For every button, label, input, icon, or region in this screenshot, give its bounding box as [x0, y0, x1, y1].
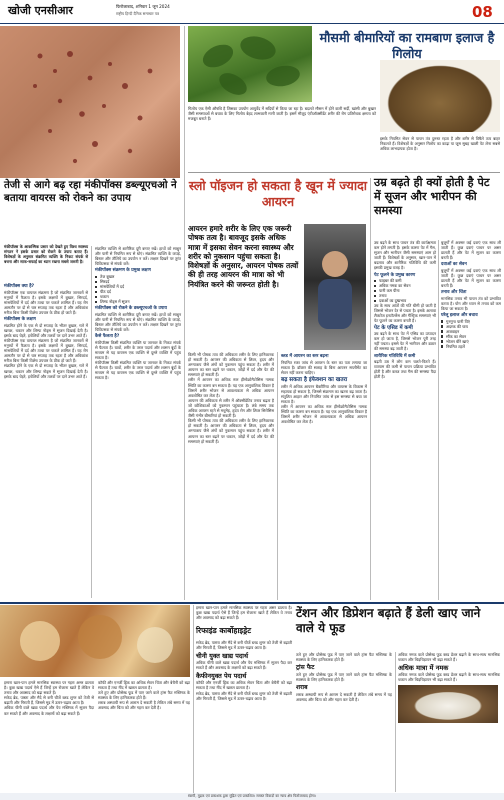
- list-item: तेज बुखार: [95, 274, 181, 279]
- bloating-headline: उम्र बढ़ते ही क्यों होती है पेट में सूजन और भारीपन की समस्या: [374, 176, 490, 217]
- stress-body2-left: सफेद ब्रेड, पास्ता और मैदे से बनी चीजें ब्लड शुगर को तेजी से बढ़ाती और गिराती हैं, जिससे मूड में उतार-चढ़ाव आता है।: [4, 695, 96, 706]
- monkeypox-sub1: मंकीपॉक्स क्या है?: [4, 284, 35, 289]
- bloating-body4: बढ़ती उम्र में लोग कम चलते-फिरते हैं। व्यायाम की कमी से पाचन प्रक्रिया प्रभावित होती है और कब्ज तथा गैस की समस्या पैदा होती है।: [374, 359, 438, 380]
- iron-body1: किसी भी पोषक तत्व की अधिकता शरीर के लिए हानिकारक हो सकती है। आयरन की अधिकता से लिवर, हृदय और अग्न्याशय जैसे अंगों को नुकसान पहुंच सकता है। शरीर में आयरन का स्तर बढ़ने पर थकान, जोड़ों में दर्द और पेट की समस्याएं हो सकती हैं।: [188, 352, 276, 378]
- iron-body5: नियमित रक्त जांच से आयरन के स्तर का पता लगाया जा सकता है। डॉक्टर की सलाह के बिना आयरन सप्लीमेंट का सेवन नहीं करना चाहिए।: [281, 359, 369, 375]
- monkeypox-para1: मंकीपॉक्स एक वायरल संक्रमण है जो संक्रमित जानवरों से मनुष्यों में फैलता है। इसके लक्षणों में बुखार, सिरदर्द, मांसपेशियों में दर्द और त्वचा पर चकत्ते शामिल हैं। यह रोग आमतौर पर दो से चार सप्ताह तक रहता है और अधिकांश मरीज बिना किसी विशेष उपचार के ठीक हो जाते हैं।: [4, 289, 90, 315]
- stress-sub5: शराब: [296, 683, 308, 691]
- footer: स्वामी, मुद्रक एवं प्रकाशक द्वारा मुद्रित एवं प्रकाशित। समस्त विवादों का न्याय क्षेत्र फिरोजाबाद होगा।: [0, 793, 504, 800]
- stress-col1: [196, 640, 292, 792]
- iron-sub4: बढ़ सकता है इंफेक्शन का खतरा: [281, 376, 348, 383]
- monkeypox-para2-cont: संक्रमित होने के एक से दो सप्ताह के भीतर बुखार, गले में खराश, थकान और लिम्फ नोड्स में सूजन दिखाई देती है। इसके बाद चेहरे, हथेलियों और तलवों पर दाने उभर आते हैं।: [4, 363, 90, 379]
- iron-intro: आयरन हमारे शरीर के लिए एक जरूरी पोषक तत्व है। बावजूद इसके अधिक मात्रा में इसका सेवन करना स्वास्थ्य और शरीर को नुकसान पहुंचा सकता है। विशेषज्ञों के अनुसार, आयरन पोषक तत्वों की ही तरह आयरन की मात्रा को भी नियंत्रित करने की जरूरत होती है।: [188, 224, 299, 289]
- bloating-sub5: तनाव और चिंता: [441, 290, 467, 296]
- stress-body6-left: शराब अस्थायी रूप से आराम दे सकती है लेकिन लंबे समय में यह अवसाद और चिंता को और गहरा कर देती है।: [98, 700, 192, 711]
- bloating-sub6: घरेलू इलाज और बचाव: [441, 313, 478, 319]
- list-item: लिम्फ नोड्स में सूजन: [95, 299, 181, 304]
- masthead: [0, 0, 504, 24]
- stress-body7: अधिक नमक वाले प्रोसेस्ड फूड ब्लड प्रेशर बढ़ाने के साथ-साथ मानसिक थकान और चिड़चिड़ापन भी बढ़ा सकते हैं।: [398, 672, 502, 683]
- giloy-body1: गिलोय एक ऐसी औषधि है जिसका उपयोग आयुर्वेद में सदियों से किया जा रहा है। बदलते मौसम में होने वाली सर्दी, खांसी और बुखार जैसी समस्याओं से बचाव के लिए गिलोय बेहद लाभकारी मानी जाती है। इसमें मौजूद एंटीऑक्सीडेंट शरीर की रोग प्रतिरोधक क्षमता को मजबूत बनाते हैं।: [188, 106, 378, 122]
- bloating-sub3: शारीरिक गतिविधि में कमी: [374, 353, 416, 359]
- stress-intro-box: [196, 605, 292, 625]
- monkeypox-headline: तेजी से आगे बढ़ रहा मंकीपॉक्स डब्ल्यूएचओ ने बताया वायरस को रोकने का उपाय: [4, 180, 177, 204]
- list-item: अदरक की चाय: [441, 324, 501, 329]
- salt-photo: [398, 685, 498, 723]
- bloating-body1: उम्र बढ़ने के साथ पाचन तंत्र की कार्यक्षमता कम होने लगती है। इसके कारण पेट में गैस, सूजन और भारीपन जैसी समस्याएं आम हो जाती हैं। विशेषज्ञों के अनुसार, खान-पान में बदलाव और शारीरिक गतिविधि की कमी इसकी प्रमुख वजह है।: [374, 240, 438, 271]
- stress-sub6: अधिक मात्रा में नमक: [398, 664, 449, 673]
- page-number: 08: [472, 3, 493, 21]
- food-image-icon: [0, 605, 190, 677]
- stress-body1-left: हमारा खान-पान हमारे मानसिक स्वास्थ्य पर गहरा असर डालता है। कुछ खाद्य पदार्थ ऐसे हैं जिन्हें हम रोजाना खाते हैं लेकिन वे तनाव और अवसाद को बढ़ा सकते हैं।: [4, 680, 96, 696]
- iron-photo: [304, 224, 366, 350]
- giloy-photo: [188, 26, 312, 102]
- bloating-bullets2: [441, 319, 501, 349]
- stress-body5-left: तले हुए और प्रोसेस्ड फूड में पाए जाने वाले ट्रांस फैट मस्तिष्क के स्वास्थ्य के लिए हानिकारक होते हैं।: [98, 690, 192, 701]
- monkeypox-bullets: [95, 274, 181, 304]
- list-item: नियमित टहलें: [441, 344, 501, 349]
- monkeypox-para2: संक्रमित होने के एक से दो सप्ताह के भीतर बुखार, गले में खराश, थकान और लिम्फ नोड्स में सूजन दिखाई देती है। इसके बाद चेहरे, हथेलियों और तलवों पर दाने उभर आते हैं।: [4, 322, 90, 338]
- iron-sub3: ब्लड में आयरन का स्तर बढ़ना: [281, 354, 329, 359]
- bloating-sub4: दवाओं का सेवन: [441, 262, 467, 268]
- list-item: तनाव: [374, 293, 436, 298]
- monkeypox-para3: संक्रमित व्यक्ति से शारीरिक दूरी बनाए रखें। हाथों को साबुन और पानी से नियमित रूप से धोएं। संक्रमित व्यक्ति के कपड़े, बिस्तर और तौलिये का उपयोग न करें। लक्षण दिखने पर तुरंत चिकित्सक से संपर्क करें।: [95, 311, 183, 332]
- list-item: गुनगुना पानी पिएं: [441, 319, 501, 324]
- iron-headline: स्लो पॉइजन हो सकता है खून में ज्यादा आयरन: [188, 178, 368, 209]
- leaf-image-icon: [188, 26, 312, 102]
- list-item: अधिक नमक का सेवन: [374, 283, 436, 288]
- list-item: सिरदर्द: [95, 279, 181, 284]
- stress-sub4: ट्रांस फैट: [296, 664, 315, 672]
- list-item: भोजन धीरे खाएं: [441, 339, 501, 344]
- monkeypox-col2: [95, 246, 181, 600]
- bloating-body5a: बुजुर्गों में अक्सर कई दवाएं एक साथ ली जाती हैं। कुछ दवाएं पाचन पर असर डालती हैं और पेट में सूजन का कारण बनती हैं।: [441, 240, 503, 261]
- stress-body2b: सफेद ब्रेड, पास्ता और मैदे से बनी चीजें ब्लड शुगर को तेजी से बढ़ाती और गिराती हैं, जिससे मूड में उतार-चढ़ाव आता है।: [196, 690, 294, 701]
- stress-body4: कॉफी और एनर्जी ड्रिंक का अधिक सेवन चिंता और बेचैनी को बढ़ा सकता है तथा नींद में खलल डालता है।: [196, 680, 294, 691]
- bottom-left-col2: [98, 680, 190, 792]
- stress-body2: सफेद ब्रेड, पास्ता और मैदे से बनी चीजें ब्लड शुगर को तेजी से बढ़ाती और गिराती हैं, जिससे मूड में उतार-चढ़ाव आता है।: [196, 640, 294, 651]
- stress-body3: अधिक चीनी वाले खाद्य पदार्थ और पेय मस्तिष्क में सूजन पैदा कर सकते हैं और अवसाद के लक्षणों को बढ़ा सकते हैं।: [196, 660, 294, 671]
- bottom-left-col1: [4, 680, 94, 792]
- stress-col3: [398, 652, 500, 792]
- monkeypox-sub3: मंकीपॉक्स संक्रमण के प्रमुख लक्षण: [95, 268, 151, 274]
- monkeypox-para3a: संक्रमित व्यक्ति से शारीरिक दूरी बनाए रखें। हाथों को साबुन और पानी से नियमित रूप से धोएं। संक्रमित व्यक्ति के कपड़े, बिस्तर और तौलिये का उपयोग न करें। लक्षण दिखने पर तुरंत चिकित्सक से संपर्क करें।: [95, 246, 183, 267]
- list-item: दवाओं का दुष्प्रभाव: [374, 298, 436, 303]
- masthead-edition: राष्ट्रीय हिन्दी दैनिक समाचार पत्र: [116, 11, 159, 16]
- iron-body2b: शरीर में आयरन का अधिक स्तर हीमोक्रोमैटोसिस नामक स्थिति का कारण बन सकता है। यह एक आनुवांशिक विकार है जिसमें शरीर भोजन से आवश्यकता से अधिक आयरन अवशोषित कर लेता है।: [281, 404, 369, 425]
- iron-body6: शरीर में अधिक आयरन बैक्टीरिया और वायरस के विकास में सहायक हो सकता है, जिससे संक्रमण का खतरा बढ़ जाता है। संतुलित आहार और नियमित जांच से इस समस्या से बचा जा सकता है।: [281, 383, 369, 404]
- section-title: खोजी एनसीआर: [8, 4, 73, 17]
- list-item: पीठ दर्द: [95, 289, 181, 294]
- bloating-bullets: [374, 278, 436, 303]
- list-item: थकान: [95, 294, 181, 299]
- bloating-sub2: पेट के एसिड में कमी: [374, 324, 413, 331]
- stress-body7a: अधिक नमक वाले प्रोसेस्ड फूड ब्लड प्रेशर बढ़ाने के साथ-साथ मानसिक थकान और चिड़चिड़ापन भी बढ़ा सकते हैं।: [398, 652, 502, 663]
- stress-headline: टेंशन और डिप्रेशन बढ़ाते हैं डेली खाए जाने वाले ये फूड: [296, 606, 481, 636]
- monkeypox-lead: मंकीपॉक्स के आकस्मिक प्रसार को देखते हुए विश्व स्वास्थ्य संगठन ने इसके प्रसार को रोकने के उपाय बताए हैं। विशेषज्ञों के अनुसार संक्रमित व्यक्ति के निकट संपर्क से बचना और साफ-सफाई का ध्यान रखना सबसे जरूरी है।: [4, 244, 90, 265]
- monkeypox-photo: [0, 26, 180, 178]
- bloating-body2: उम्र के साथ आंतों की गति धीमी हो जाती है जिससे भोजन देर से पचता है। इसके अलावा लैक्टोज इनटॉलरेंस और गैस्ट्रिक समस्याएं भी पेट फूलने का कारण बनती हैं।: [374, 303, 438, 324]
- bloating-body3: उम्र बढ़ने के साथ पेट में एसिड का उत्पादन कम हो जाता है, जिससे भोजन पूरी तरह नहीं पचता। इससे पेट में भारीपन और डकार की समस्या बढ़ जाती है।: [374, 331, 438, 352]
- iron-body1b: किसी भी पोषक तत्व की अधिकता शरीर के लिए हानिकारक हो सकती है। आयरन की अधिकता से लिवर, हृदय और अग्न्याशय जैसे अंगों को नुकसान पहुंच सकता है। शरीर में आयरन का स्तर बढ़ने पर थकान, जोड़ों में दर्द और पेट की समस्याएं हो सकती हैं।: [188, 418, 276, 444]
- masthead-date: फिरोजाबाद, शनिवार 1 जून 2024: [116, 4, 170, 9]
- list-item: मांसपेशियों में दर्द: [95, 284, 181, 289]
- iron-col1: [188, 352, 274, 600]
- iron-body3b: आयरन की अधिकता से शरीर में ऑक्सीडेटिव तनाव बढ़ता है जो कोशिकाओं को नुकसान पहुंचाता है। लंबे समय तक अधिक आयरन रहने से मधुमेह, हृदय रोग और लिवर सिरोसिस जैसी गंभीर बीमारियां हो सकती हैं।: [188, 397, 276, 419]
- list-item: फाइबर की कमी: [374, 278, 436, 283]
- iron-col2: [281, 352, 367, 600]
- person-image-icon: [304, 224, 366, 350]
- stress-body3-left: अधिक चीनी वाले खाद्य पदार्थ और पेय मस्तिष्क में सूजन पैदा कर सकते हैं और अवसाद के लक्षणों को बढ़ा सकते हैं।: [4, 705, 96, 716]
- list-item: अजवाइन: [441, 329, 501, 334]
- monkeypox-sub4: मंकीपॉक्स को रोकने के डब्ल्यूएचओ के उपाय: [95, 305, 167, 311]
- giloy-headline: मौसमी बीमारियों का रामबाण इलाज है गिलोय: [319, 30, 495, 61]
- list-item: पानी कम पीना: [374, 288, 436, 293]
- stress-body6: शराब अस्थायी रूप से आराम दे सकती है लेकिन लंबे समय में यह अवसाद और चिंता को और गहरा कर देती है।: [296, 691, 394, 702]
- monkeypox-sub2: मंकीपॉक्स के लक्षण: [4, 317, 36, 323]
- bloating-body5: बुजुर्गों में अक्सर कई दवाएं एक साथ ली जाती हैं। कुछ दवाएं पाचन पर असर डालती हैं और पेट में सूजन का कारण बनती हैं।: [441, 267, 503, 289]
- stress-col2: [296, 652, 392, 792]
- stress-body5a: तले हुए और प्रोसेस्ड फूड में पाए जाने वाले ट्रांस फैट मस्तिष्क के स्वास्थ्य के लिए हानिकारक होते हैं।: [296, 652, 394, 663]
- stress-sub2: चीनी युक्त खाद्य पदार्थ: [196, 652, 249, 661]
- list-item: सौंफ का सेवन: [441, 334, 501, 339]
- monkeypox-para4: मंकीपॉक्स किसी संक्रमित व्यक्ति या जानवर के निकट संपर्क से फैलता है। घावों, शरीर के तरल पदार्थ और श्वसन बूंदों के माध्यम से यह वायरस एक व्यक्ति से दूसरे व्यक्ति में पहुंच सकता है।: [95, 339, 183, 360]
- monkeypox-sub5: कैसे फैलता है?: [95, 333, 120, 339]
- monkeypox-para4-cont: मंकीपॉक्स किसी संक्रमित व्यक्ति या जानवर के निकट संपर्क से फैलता है। घावों, शरीर के तरल पदार्थ और श्वसन बूंदों के माध्यम से यह वायरस एक व्यक्ति से दूसरे व्यक्ति में पहुंच सकता है।: [95, 359, 183, 381]
- stress-body4-left: कॉफी और एनर्जी ड्रिंक का अधिक सेवन चिंता और बेचैनी को बढ़ा सकता है तथा नींद में खलल डालता है।: [98, 680, 192, 691]
- giloy-body2: इसके नियमित सेवन से पाचन तंत्र दुरुस्त रहता है और शरीर से विषैले तत्व बाहर निकलते हैं। विशेषज्ञों के अनुसार गिलोय का काढ़ा या जूस सुबह खाली पेट लेना सबसे अधिक लाभदायक होता है।: [380, 136, 502, 152]
- stress-intro: हमारा खान-पान हमारे मानसिक स्वास्थ्य पर गहरा असर डालता है। कुछ खाद्य पदार्थ ऐसे हैं जिन्हें हम रोजाना खाते हैं लेकिन वे तनाव और अवसाद को बढ़ा सकते हैं।: [196, 605, 294, 621]
- bloating-col2: [441, 240, 501, 600]
- iron-body2: शरीर में आयरन का अधिक स्तर हीमोक्रोमैटोसिस नामक स्थिति का कारण बन सकता है। यह एक आनुवांशिक विकार है जिसमें शरीर भोजन से आवश्यकता से अधिक आयरन अवशोषित कर लेता है।: [188, 377, 276, 398]
- stress-sub1: रिफाइंड कार्बोहाइड्रेट: [196, 626, 252, 635]
- food-photo: [0, 605, 190, 677]
- stress-body5: तले हुए और प्रोसेस्ड फूड में पाए जाने वाले ट्रांस फैट मस्तिष्क के स्वास्थ्य के लिए हानिकारक होते हैं।: [296, 671, 394, 682]
- monkeypox-col1: [4, 282, 88, 600]
- bloating-sub1: पेट फूलने के प्रमुख कारण: [374, 272, 416, 278]
- bloating-body6: मानसिक तनाव भी पाचन तंत्र को प्रभावित करता है। योग और ध्यान से तनाव को कम किया जा सकता है।: [441, 295, 503, 312]
- stress-sub3: कैफीनयुक्त पेय पदार्थ: [196, 672, 247, 681]
- rash-image-icon: [0, 26, 180, 178]
- bloating-col1: [374, 240, 436, 600]
- monkeypox-para1-cont: मंकीपॉक्स एक वायरल संक्रमण है जो संक्रमित जानवरों से मनुष्यों में फैलता है। इसके लक्षणों में बुखार, सिरदर्द, मांसपेशियों में दर्द और त्वचा पर चकत्ते शामिल हैं। यह रोग आमतौर पर दो से चार सप्ताह तक रहता है और अधिकांश मरीज बिना किसी विशेष उपचार के ठीक हो जाते हैं।: [4, 337, 90, 364]
